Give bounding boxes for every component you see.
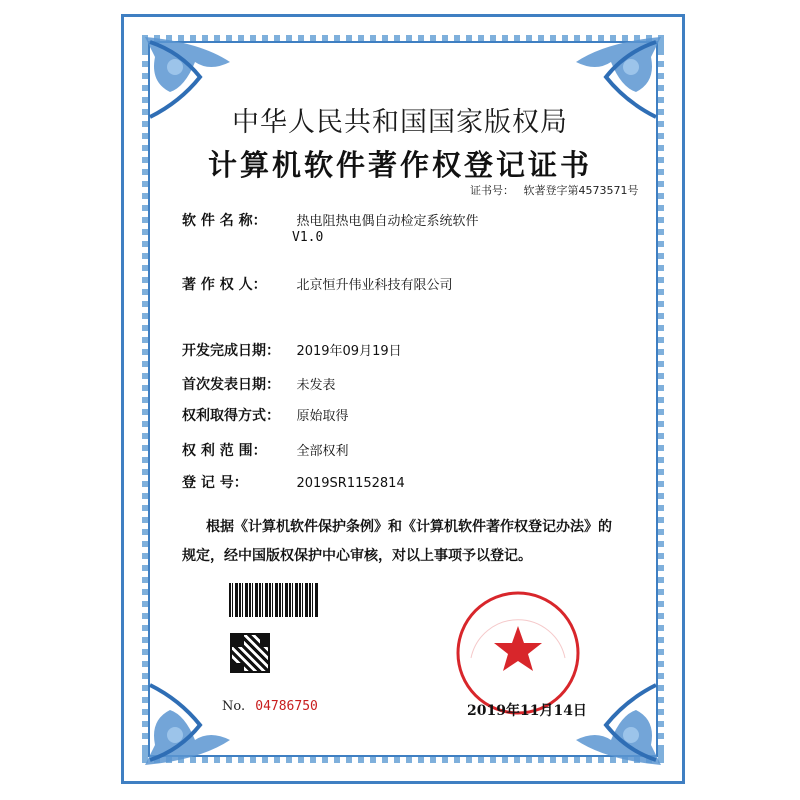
statement-line-1: 根据《计算机软件保护条例》和《计算机软件著作权登记办法》的	[206, 519, 612, 535]
field-label: 权利取得方式：	[182, 408, 280, 424]
serial-label: No.	[222, 699, 246, 714]
serial-number	[222, 699, 318, 714]
qr-code-icon	[230, 633, 270, 673]
certificate-number	[470, 182, 639, 198]
corner-ornament-icon	[140, 660, 250, 770]
issuer-title: 中华人民共和国国家版权局	[232, 107, 568, 138]
field-software-name	[182, 210, 479, 245]
field-copyright-owner	[182, 274, 452, 294]
field-value: 北京恒升伟业科技有限公司	[296, 278, 453, 293]
statement-line-2: 规定，经中国版权保护中心审核，对以上事项予以登记。	[182, 548, 532, 564]
serial-value: 04786750	[255, 699, 318, 714]
field-acquisition-method	[182, 405, 348, 425]
field-label: 登 记 号：	[182, 475, 248, 491]
field-value: 未发表	[296, 378, 336, 393]
field-rights-scope	[182, 440, 348, 460]
certificate-number-label: 证书号：	[470, 184, 514, 197]
field-value: 2019年09月19日	[296, 344, 402, 359]
field-value: 2019SR1152814	[296, 476, 405, 491]
field-label: 软 件 名 称：	[182, 213, 267, 229]
field-version: V1.0	[292, 230, 324, 245]
field-label: 首次发表日期：	[182, 377, 280, 393]
field-development-date	[182, 340, 402, 360]
barcode-icon	[229, 583, 319, 617]
field-registration-number	[182, 472, 405, 492]
field-publication-date	[182, 374, 335, 394]
official-seal-icon	[453, 588, 583, 718]
field-label: 开发完成日期：	[182, 343, 280, 359]
field-label: 著 作 权 人：	[182, 277, 267, 293]
issue-date: 2019年11月14日	[467, 703, 587, 719]
field-value: 热电阻热电偶自动检定系统软件	[296, 214, 479, 229]
field-label: 权 利 范 围：	[182, 443, 267, 459]
certificate-number-value: 软著登字第4573571号	[523, 184, 639, 197]
field-value: 原始取得	[296, 409, 349, 424]
field-value: 全部权利	[296, 444, 349, 459]
certificate-title: 计算机软件著作权登记证书	[207, 148, 592, 182]
